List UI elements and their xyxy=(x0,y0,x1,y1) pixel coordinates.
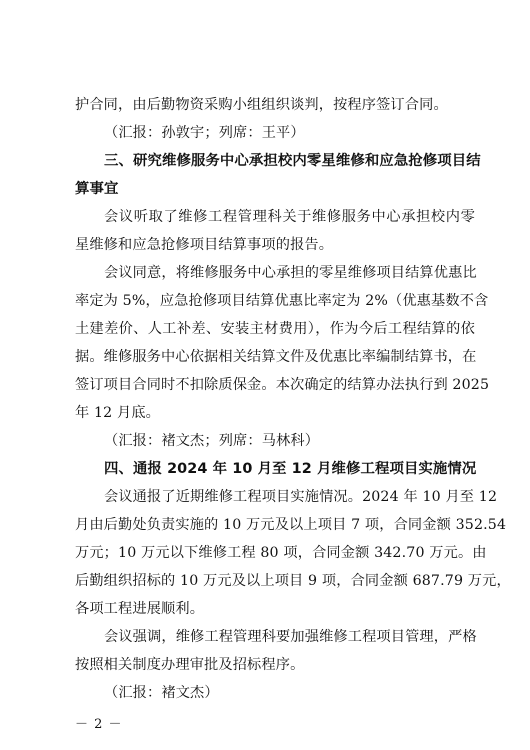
paragraph-line: 签订项目合同时不扣除质保金。本次确定的结算办法执行到 2025 xyxy=(75,377,490,393)
paragraph-line: 月由后勤处负责实施的 10 万元及以上项目 7 项，合同金额 352.54 xyxy=(75,517,507,533)
section-heading-3-continued: 算事宜 xyxy=(75,181,119,197)
paragraph-line: 会议听取了维修工程管理科关于维修服务中心承担校内零 xyxy=(104,209,475,225)
paragraph-line: 万元；10 万元以下维修工程 80 项，合同金额 342.70 万元。由 xyxy=(75,545,487,561)
paragraph-line: 会议通报了近期维修工程项目实施情况。2024 年 10 月至 12 xyxy=(104,489,498,505)
paragraph-line: 星维修和应急抢修项目结算事项的报告。 xyxy=(75,237,334,253)
paragraph-line: 各项工程进展顺利。 xyxy=(75,601,205,617)
paragraph-line: 会议同意，将维修服务中心承担的零星维修项目结算优惠比 xyxy=(104,265,477,281)
report-note: （汇报：褚文杰；列席：马林科） xyxy=(104,433,320,449)
paragraph-line: 率定为 5%，应急抢修项目结算优惠比率定为 2%（优惠基数不含 xyxy=(75,293,489,309)
paragraph-line: 会议强调，维修工程管理科要加强维修工程项目管理，严格 xyxy=(104,629,477,645)
report-note: （汇报：褚文杰） xyxy=(104,685,219,701)
paragraph-line: 据。维修服务中心依据相关结算文件及优惠比率编制结算书，在 xyxy=(75,349,477,365)
page-number: － 2 － xyxy=(75,717,123,732)
section-heading-3: 三、研究维修服务中心承担校内零星维修和应急抢修项目结 xyxy=(104,153,481,169)
report-note: （汇报：孙敦宇；列席：王平） xyxy=(104,125,305,141)
paragraph-line: 年 12 月底。 xyxy=(75,405,161,421)
paragraph-line: 土建差价、人工补差、安装主材费用），作为今后工程结算的依 xyxy=(75,321,475,337)
paragraph-line: 按照相关制度办理审批及招标程序。 xyxy=(75,657,305,673)
paragraph-line: 护合同，由后勤物资采购小组组织谈判，按程序签订合同。 xyxy=(75,97,448,113)
section-heading-4: 四、通报 2024 年 10 月至 12 月维修工程项目实施情况 xyxy=(104,461,477,477)
paragraph-line: 后勤组织招标的 10 万元及以上项目 9 项，合同金额 687.79 万元， xyxy=(75,573,511,589)
